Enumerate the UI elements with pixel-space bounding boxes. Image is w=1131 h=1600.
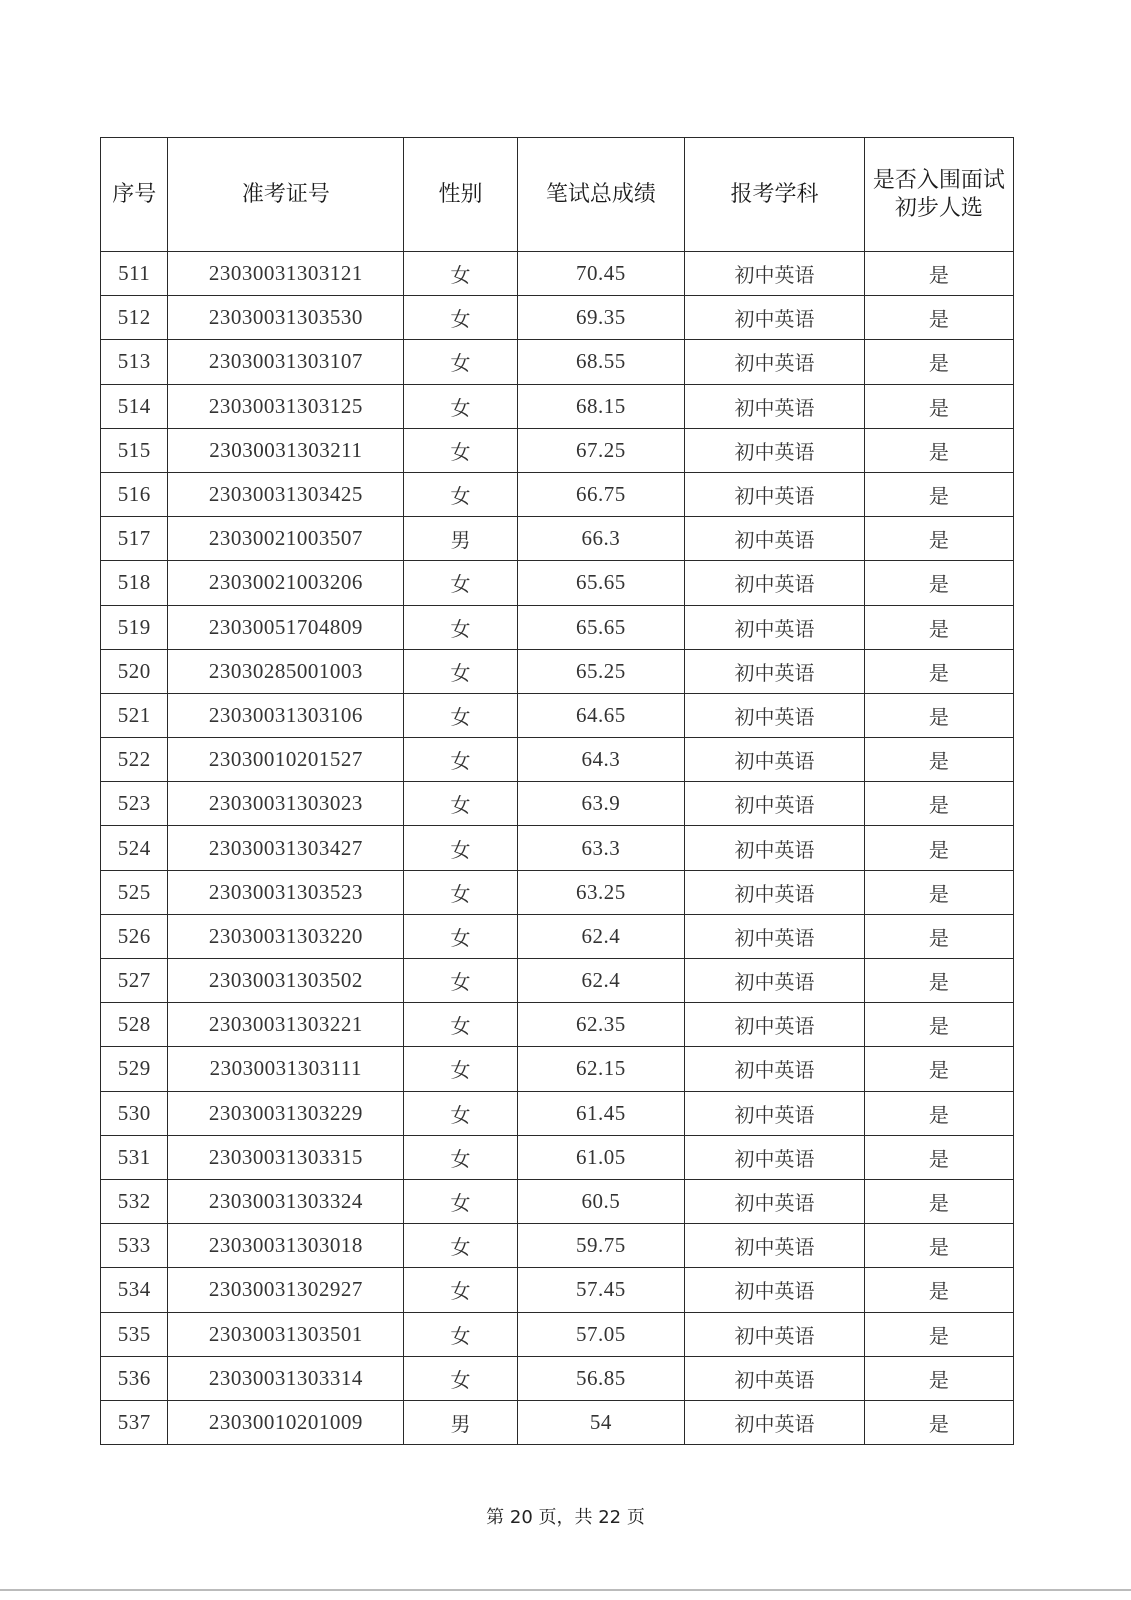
cell-subject: 初中英语 (685, 959, 865, 1003)
cell-score: 63.25 (517, 870, 684, 914)
cell-subject: 初中英语 (685, 693, 865, 737)
cell-score: 65.65 (517, 605, 684, 649)
table-row (101, 252, 1014, 296)
cell-shortlisted: 是 (864, 1356, 1013, 1400)
cell-gender: 女 (404, 738, 517, 782)
table-row (101, 517, 1014, 561)
table-row (101, 1003, 1014, 1047)
cell-shortlisted: 是 (864, 1091, 1013, 1135)
cell-shortlisted: 是 (864, 649, 1013, 693)
cell-score: 54 (517, 1400, 684, 1444)
cell-ticket: 23030031303502 (168, 959, 404, 1003)
cell-shortlisted: 是 (864, 561, 1013, 605)
cell-score: 67.25 (517, 428, 684, 472)
scan-bottom-edge (0, 1589, 1131, 1591)
cell-seq: 529 (101, 1047, 168, 1091)
cell-ticket: 23030021003507 (168, 517, 404, 561)
cell-seq: 515 (101, 428, 168, 472)
cell-seq: 536 (101, 1356, 168, 1400)
cell-score: 64.3 (517, 738, 684, 782)
table-row (101, 782, 1014, 826)
table-row (101, 1268, 1014, 1312)
table-row (101, 1091, 1014, 1135)
cell-subject: 初中英语 (685, 1400, 865, 1444)
cell-seq: 527 (101, 959, 168, 1003)
cell-ticket: 23030031303106 (168, 693, 404, 737)
cell-subject: 初中英语 (685, 1179, 865, 1223)
cell-seq: 526 (101, 914, 168, 958)
cell-subject: 初中英语 (685, 605, 865, 649)
cell-gender: 男 (404, 517, 517, 561)
cell-gender: 女 (404, 1312, 517, 1356)
cell-subject: 初中英语 (685, 1268, 865, 1312)
cell-score: 57.05 (517, 1312, 684, 1356)
cell-gender: 男 (404, 1400, 517, 1444)
cell-gender: 女 (404, 1091, 517, 1135)
cell-score: 64.65 (517, 693, 684, 737)
cell-shortlisted: 是 (864, 826, 1013, 870)
cell-ticket: 23030031303125 (168, 384, 404, 428)
cell-ticket: 23030031303121 (168, 252, 404, 296)
cell-seq: 535 (101, 1312, 168, 1356)
cell-gender: 女 (404, 1224, 517, 1268)
cell-ticket: 23030031303501 (168, 1312, 404, 1356)
table-row (101, 826, 1014, 870)
cell-gender: 女 (404, 561, 517, 605)
cell-subject: 初中英语 (685, 1003, 865, 1047)
cell-ticket: 23030031303211 (168, 428, 404, 472)
header-subject: 报考学科 (685, 138, 865, 252)
cell-gender: 女 (404, 296, 517, 340)
cell-ticket: 23030010201009 (168, 1400, 404, 1444)
cell-shortlisted: 是 (864, 296, 1013, 340)
cell-ticket: 23030031303221 (168, 1003, 404, 1047)
cell-shortlisted: 是 (864, 517, 1013, 561)
cell-gender: 女 (404, 693, 517, 737)
table-row (101, 384, 1014, 428)
cell-seq: 531 (101, 1135, 168, 1179)
cell-seq: 534 (101, 1268, 168, 1312)
header-shortlisted: 是否入围面试初步人选 (864, 138, 1013, 252)
cell-gender: 女 (404, 605, 517, 649)
cell-score: 65.65 (517, 561, 684, 605)
table-row (101, 1312, 1014, 1356)
table-row (101, 1224, 1014, 1268)
cell-shortlisted: 是 (864, 340, 1013, 384)
cell-ticket: 23030051704809 (168, 605, 404, 649)
cell-ticket: 23030031303107 (168, 340, 404, 384)
cell-subject: 初中英语 (685, 738, 865, 782)
page-number: 第 20 页，共 22 页 (486, 1507, 645, 1528)
cell-subject: 初中英语 (685, 870, 865, 914)
cell-seq: 512 (101, 296, 168, 340)
cell-score: 63.9 (517, 782, 684, 826)
cell-gender: 女 (404, 384, 517, 428)
cell-subject: 初中英语 (685, 252, 865, 296)
table-row (101, 340, 1014, 384)
cell-score: 62.4 (517, 959, 684, 1003)
cell-shortlisted: 是 (864, 1047, 1013, 1091)
cell-score: 62.4 (517, 914, 684, 958)
header-gender: 性别 (404, 138, 517, 252)
cell-gender: 女 (404, 428, 517, 472)
cell-ticket: 23030031303111 (168, 1047, 404, 1091)
cell-score: 68.55 (517, 340, 684, 384)
cell-subject: 初中英语 (685, 428, 865, 472)
cell-shortlisted: 是 (864, 782, 1013, 826)
cell-gender: 女 (404, 472, 517, 516)
cell-gender: 女 (404, 340, 517, 384)
cell-shortlisted: 是 (864, 1135, 1013, 1179)
cell-shortlisted: 是 (864, 1179, 1013, 1223)
cell-gender: 女 (404, 914, 517, 958)
cell-ticket: 23030031303324 (168, 1179, 404, 1223)
cell-gender: 女 (404, 1047, 517, 1091)
cell-gender: 女 (404, 826, 517, 870)
table-row (101, 1179, 1014, 1223)
cell-shortlisted: 是 (864, 738, 1013, 782)
cell-score: 60.5 (517, 1179, 684, 1223)
cell-ticket: 23030031302927 (168, 1268, 404, 1312)
cell-subject: 初中英语 (685, 296, 865, 340)
cell-score: 61.05 (517, 1135, 684, 1179)
cell-subject: 初中英语 (685, 384, 865, 428)
table-header-row (101, 138, 1014, 252)
cell-ticket: 23030021003206 (168, 561, 404, 605)
cell-ticket: 23030031303315 (168, 1135, 404, 1179)
cell-gender: 女 (404, 649, 517, 693)
cell-subject: 初中英语 (685, 561, 865, 605)
table-row (101, 870, 1014, 914)
cell-score: 65.25 (517, 649, 684, 693)
table-row (101, 1400, 1014, 1444)
table-row (101, 1356, 1014, 1400)
cell-seq: 518 (101, 561, 168, 605)
header-score: 笔试总成绩 (517, 138, 684, 252)
cell-shortlisted: 是 (864, 914, 1013, 958)
cell-ticket: 23030285001003 (168, 649, 404, 693)
cell-ticket: 23030031303229 (168, 1091, 404, 1135)
cell-seq: 530 (101, 1091, 168, 1135)
table-row (101, 605, 1014, 649)
cell-gender: 女 (404, 782, 517, 826)
cell-gender: 女 (404, 1179, 517, 1223)
cell-ticket: 23030031303314 (168, 1356, 404, 1400)
cell-seq: 514 (101, 384, 168, 428)
cell-score: 59.75 (517, 1224, 684, 1268)
cell-score: 66.3 (517, 517, 684, 561)
cell-score: 68.15 (517, 384, 684, 428)
table-row (101, 738, 1014, 782)
table-row (101, 561, 1014, 605)
cell-subject: 初中英语 (685, 1356, 865, 1400)
table-row (101, 296, 1014, 340)
table-row (101, 914, 1014, 958)
cell-seq: 519 (101, 605, 168, 649)
cell-ticket: 23030031303530 (168, 296, 404, 340)
cell-gender: 女 (404, 870, 517, 914)
table-body (101, 252, 1014, 1445)
cell-shortlisted: 是 (864, 472, 1013, 516)
header-ticket: 准考证号 (168, 138, 404, 252)
cell-ticket: 23030010201527 (168, 738, 404, 782)
cell-shortlisted: 是 (864, 693, 1013, 737)
cell-gender: 女 (404, 1268, 517, 1312)
table-row (101, 649, 1014, 693)
cell-shortlisted: 是 (864, 1400, 1013, 1444)
cell-seq: 532 (101, 1179, 168, 1223)
cell-ticket: 23030031303523 (168, 870, 404, 914)
cell-subject: 初中英语 (685, 649, 865, 693)
cell-score: 69.35 (517, 296, 684, 340)
cell-seq: 525 (101, 870, 168, 914)
table-row (101, 693, 1014, 737)
cell-subject: 初中英语 (685, 517, 865, 561)
cell-subject: 初中英语 (685, 340, 865, 384)
cell-ticket: 23030031303427 (168, 826, 404, 870)
table-row (101, 1047, 1014, 1091)
table-row (101, 428, 1014, 472)
table-row (101, 472, 1014, 516)
cell-score: 62.35 (517, 1003, 684, 1047)
table-row (101, 959, 1014, 1003)
cell-seq: 524 (101, 826, 168, 870)
cell-gender: 女 (404, 1135, 517, 1179)
cell-score: 56.85 (517, 1356, 684, 1400)
cell-seq: 537 (101, 1400, 168, 1444)
cell-subject: 初中英语 (685, 1091, 865, 1135)
cell-shortlisted: 是 (864, 1003, 1013, 1047)
cell-shortlisted: 是 (864, 384, 1013, 428)
cell-score: 70.45 (517, 252, 684, 296)
cell-seq: 513 (101, 340, 168, 384)
cell-subject: 初中英语 (685, 1047, 865, 1091)
cell-ticket: 23030031303220 (168, 914, 404, 958)
cell-shortlisted: 是 (864, 252, 1013, 296)
cell-score: 63.3 (517, 826, 684, 870)
cell-score: 57.45 (517, 1268, 684, 1312)
cell-subject: 初中英语 (685, 782, 865, 826)
cell-shortlisted: 是 (864, 428, 1013, 472)
cell-score: 61.45 (517, 1091, 684, 1135)
cell-subject: 初中英语 (685, 914, 865, 958)
cell-shortlisted: 是 (864, 959, 1013, 1003)
cell-shortlisted: 是 (864, 605, 1013, 649)
cell-subject: 初中英语 (685, 1224, 865, 1268)
cell-subject: 初中英语 (685, 1135, 865, 1179)
cell-shortlisted: 是 (864, 1224, 1013, 1268)
cell-seq: 516 (101, 472, 168, 516)
cell-shortlisted: 是 (864, 1312, 1013, 1356)
cell-score: 66.75 (517, 472, 684, 516)
cell-seq: 522 (101, 738, 168, 782)
cell-gender: 女 (404, 1003, 517, 1047)
cell-seq: 511 (101, 252, 168, 296)
cell-seq: 523 (101, 782, 168, 826)
cell-seq: 528 (101, 1003, 168, 1047)
cell-gender: 女 (404, 252, 517, 296)
header-seq: 序号 (101, 138, 168, 252)
cell-seq: 533 (101, 1224, 168, 1268)
cell-gender: 女 (404, 1356, 517, 1400)
cell-seq: 517 (101, 517, 168, 561)
results-table (100, 137, 1014, 1445)
cell-seq: 521 (101, 693, 168, 737)
cell-score: 62.15 (517, 1047, 684, 1091)
cell-shortlisted: 是 (864, 1268, 1013, 1312)
cell-seq: 520 (101, 649, 168, 693)
table-row (101, 1135, 1014, 1179)
cell-ticket: 23030031303425 (168, 472, 404, 516)
cell-gender: 女 (404, 959, 517, 1003)
cell-subject: 初中英语 (685, 826, 865, 870)
cell-shortlisted: 是 (864, 870, 1013, 914)
cell-ticket: 23030031303023 (168, 782, 404, 826)
cell-subject: 初中英语 (685, 1312, 865, 1356)
cell-subject: 初中英语 (685, 472, 865, 516)
cell-ticket: 23030031303018 (168, 1224, 404, 1268)
